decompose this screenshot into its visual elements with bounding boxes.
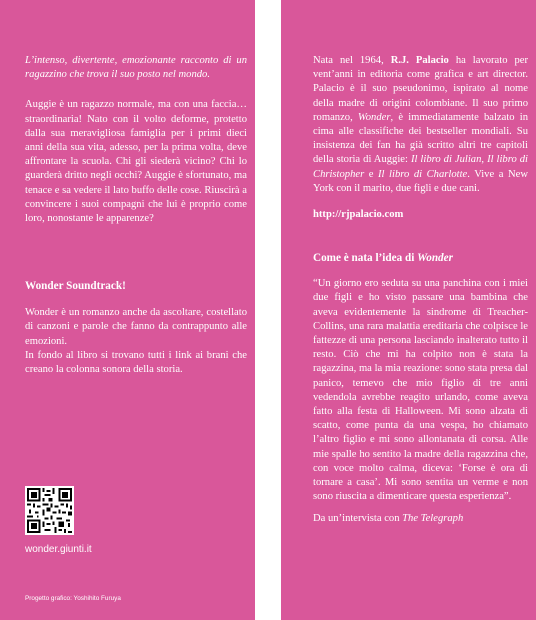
book-title: Il libro di Julian [410,154,482,166]
quote-source-title: The Telegraph [402,513,464,525]
book-title: Il libro di Christopher [313,154,529,180]
book-title: Wonder [357,111,391,123]
quote-source-text: Da un’intervista con [313,513,403,525]
bio-text: , [481,154,488,166]
soundtrack-heading: Wonder Soundtrack! [25,280,126,293]
bio-text: Nata nel 1964, [313,55,391,66]
bio-text: ha lavorato per vent’anni in editoria come grafica e art director. Palacio è il suo pseudonimo, ispirato al nome della madre di origini colombiane. Il suo primo romanzo, [313,55,528,123]
bio-text: e [364,168,379,180]
author-quote: “Un giorno ero seduta su una panchina con i miei due figli e ho visto passare una bambina che aveva evidentemente la sindrome di Treacher-Collins, una rara malattia ereditaria che colpisce le fattezze di una persona lasciando inalterato tutto il resto. Ciò che mi ha colpito non è stata la ragazzina, ma la mia reazione: sono stata presa dal panico, temevo che mio figlio di tre anni vedendola avrebbe reagito urlando, come aveva fatto alla festa di Halloween. Mi sono alzata di scatto, come punta da una vespa, ho chiamato l’altro figlio e mi sono allontanata di corsa. Alle mie spalle ho sentito la madre della ragazzina che, con voce molto calma, diceva: ‘Forse è ora di tornare a casa’. Mi sono sentita un verme e non sono riuscita a dimenticare questa esperienza”. [313,278,528,503]
bio-text: , è immediatamente balzato in cima alle classifiche dei bestseller mondiali. Su insistenza dei fan ha già scritto altri tre capitoli della storia di Auggie: [313,111,528,166]
synopsis-text: Auggie è un ragazzo normale, ma con una faccia… straordinaria! Nato con il volto deforme, protetto dalla sua meravigliosa famiglia per i primi dieci anni della sua vita, adesso, per la prima volta, deve affrontare la scuola. Chi gli siederà vicino? Chi lo guarderà dritto negli occhi? Auggie è sfortunato, ma tenace e sa vedere il lato buffo delle cose. Riuscirà a convincere i suoi compagni che lui è proprio come loro, nonostante le apparenze? [25,99,247,225]
soundtrack-paragraph-2: In fondo al libro si trovano tutti i link ai brani che creano la colonna sonora della storia. [25,349,247,376]
soundtrack-paragraph-1: Wonder è un romanzo anche da ascoltare, costellato di canzoni e parole che fanno da contrappunto alle emozioni. [25,307,247,347]
intro-text: L’intenso, divertente, emozionante racconto di un ragazzino che trova il suo posto nel mondo. [25,55,247,81]
fold-divider [255,0,281,620]
qr-code-icon[interactable] [25,486,74,535]
book-title: Il libro di Charlotte [378,168,468,180]
quote-source [313,512,528,526]
author-bio [313,54,528,196]
graphic-design-credit: Progetto grafico: Yoshihito Furuya [25,595,121,602]
idea-heading [313,251,528,265]
idea-heading-text: Come è nata l’idea di [313,252,418,265]
author-name: R.J. Palacio [390,55,449,66]
website-link[interactable]: wonder.giunti.it [25,544,92,555]
bio-text: . Vive a New York con il marito, due figli e due cani. [313,168,528,194]
idea-heading-title: Wonder [417,252,453,265]
author-website-link[interactable]: http://rjpalacio.com [313,209,404,221]
right-panel [281,0,536,620]
